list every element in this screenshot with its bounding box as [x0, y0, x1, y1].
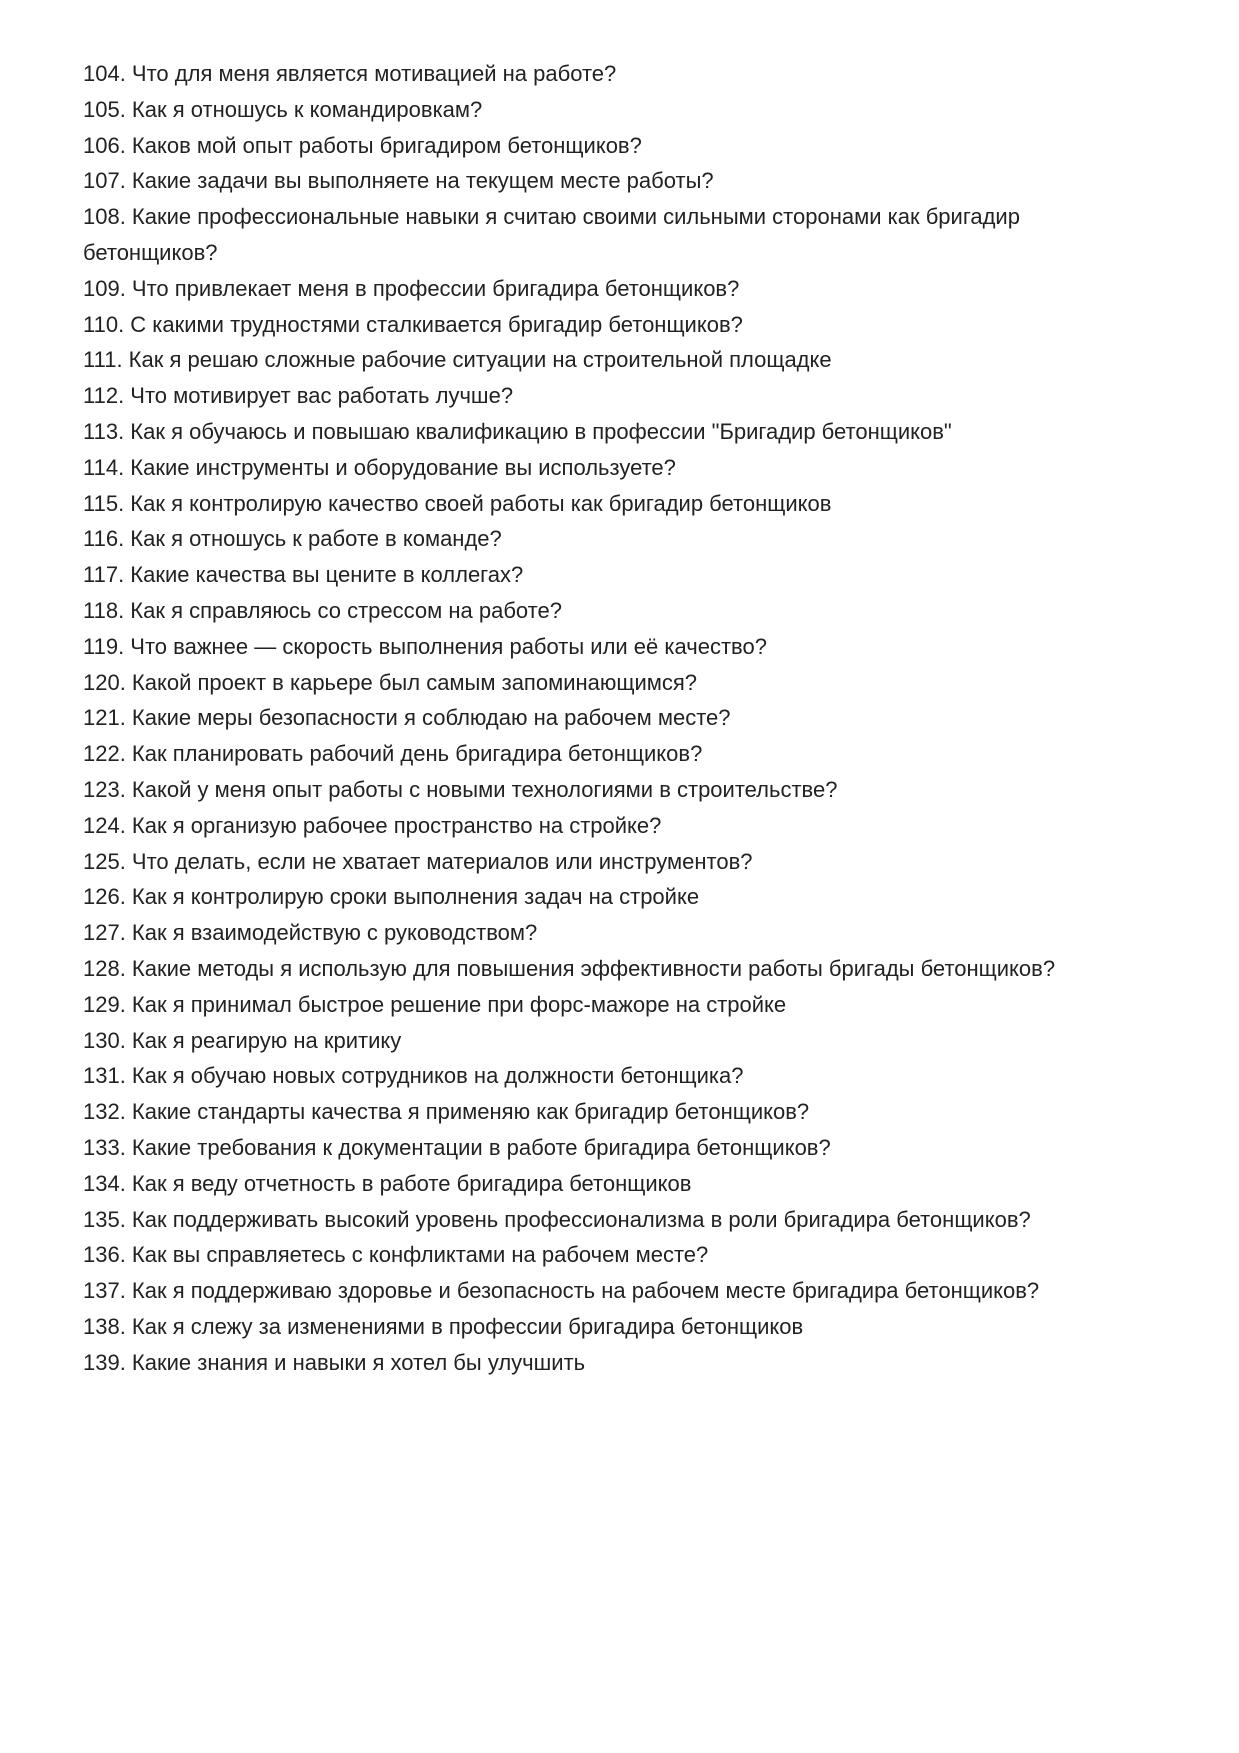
list-item: 115. Как я контролирую качество своей работы как бригадир бетонщиков	[83, 490, 832, 516]
list-item: 125. Что делать, если не хватает материалов или инструментов?	[83, 848, 753, 874]
list-item: 106. Каков мой опыт работы бригадиром бетонщиков?	[83, 132, 642, 158]
list-item: 131. Как я обучаю новых сотрудников на должности бетонщика?	[83, 1063, 744, 1089]
list-item: 136. Как вы справляетесь с конфликтами на рабочем месте?	[83, 1242, 709, 1268]
list-item: 112. Что мотивирует вас работать лучше?	[83, 383, 514, 409]
list-item: 123. Какой у меня опыт работы с новыми технологиями в строительстве?	[83, 776, 838, 802]
list-item: 135. Как поддерживать высокий уровень профессионализма в роли бригадира бетонщиков?	[83, 1206, 1031, 1232]
list-item: 132. Какие стандарты качества я применяю как бригадир бетонщиков?	[83, 1099, 810, 1125]
question-list	[83, 56, 1158, 1380]
list-item: 119. Что важнее — скорость выполнения работы или её качество?	[83, 633, 767, 659]
list-item: 128. Какие методы я использую для повышения эффективности работы бригады бетонщиков?	[83, 955, 1056, 981]
list-item: 118. Как я справляюсь со стрессом на работе?	[83, 597, 562, 623]
list-item: 117. Какие качества вы цените в коллегах?	[83, 562, 524, 588]
list-item: 138. Как я слежу за изменениями в профессии бригадира бетонщиков	[83, 1313, 804, 1339]
list-item: 120. Какой проект в карьере был самым запоминающимся?	[83, 669, 698, 695]
list-item: 121. Какие меры безопасности я соблюдаю на рабочем месте?	[83, 705, 731, 731]
list-item: 137. Как я поддерживаю здоровье и безопасность на рабочем месте бригадира бетонщиков?	[83, 1278, 1040, 1304]
list-item: 108. Какие профессиональные навыки я считаю своими сильными сторонами как бригадир бетонщиков?	[83, 204, 1020, 265]
list-item: 124. Как я организую рабочее пространство на стройке?	[83, 812, 662, 838]
list-item: 129. Как я принимал быстрое решение при форс-мажоре на стройке	[83, 991, 787, 1017]
list-item: 104. Что для меня является мотивацией на работе?	[83, 61, 617, 86]
list-item: 116. Как я отношусь к работе в команде?	[83, 526, 502, 552]
list-item: 126. Как я контролирую сроки выполнения задач на стройке	[83, 884, 700, 910]
list-item: 130. Как я реагирую на критику	[83, 1027, 402, 1053]
list-item: 134. Как я веду отчетность в работе бригадира бетонщиков	[83, 1170, 692, 1196]
list-item: 114. Какие инструменты и оборудование вы используете?	[83, 454, 676, 480]
list-item: 110. С какими трудностями сталкивается бригадир бетонщиков?	[83, 311, 743, 337]
list-item: 105. Как я отношусь к командировкам?	[83, 96, 483, 122]
list-item: 139. Какие знания и навыки я хотел бы улучшить	[83, 1349, 586, 1375]
list-item: 111. Как я решаю сложные рабочие ситуации на строительной площадке	[83, 347, 832, 373]
list-item: 127. Как я взаимодействую с руководством?	[83, 920, 538, 946]
list-item: 113. Как я обучаюсь и повышаю квалификацию в профессии "Бригадир бетонщиков"	[83, 418, 952, 444]
list-item: 109. Что привлекает меня в профессии бригадира бетонщиков?	[83, 275, 740, 301]
list-item: 133. Какие требования к документации в работе бригадира бетонщиков?	[83, 1134, 831, 1160]
list-item: 122. Как планировать рабочий день бригадира бетонщиков?	[83, 741, 703, 767]
list-item: 107. Какие задачи вы выполняете на текущем месте работы?	[83, 168, 714, 194]
